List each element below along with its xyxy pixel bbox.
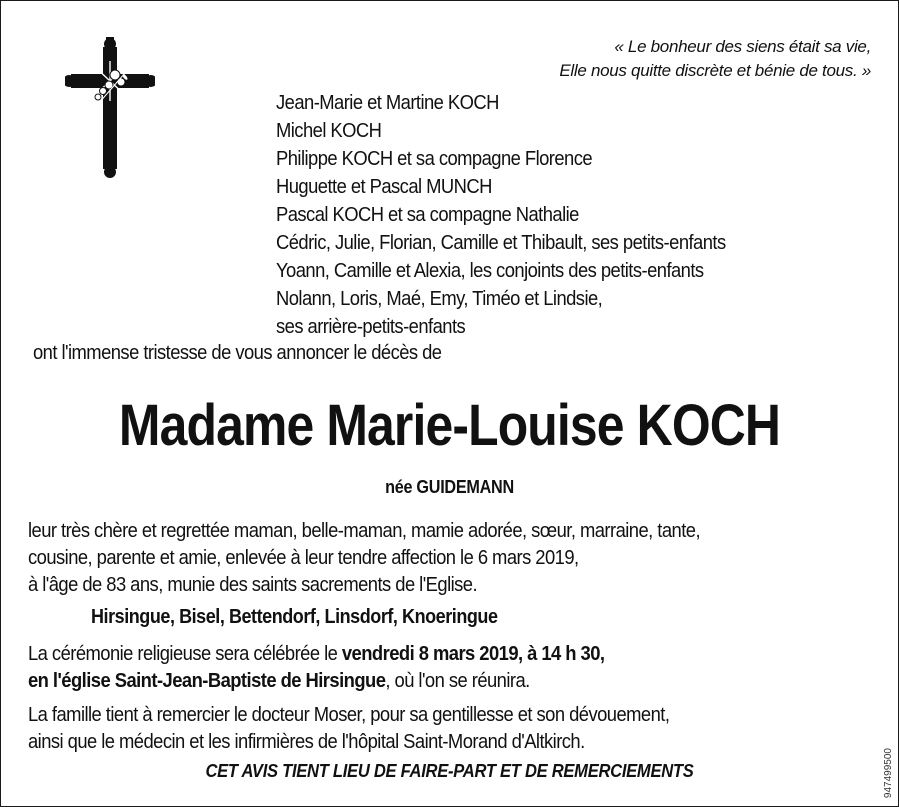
quote-line: Elle nous quitte discrète et bénie de tous. »: [559, 61, 871, 80]
family-line: Yoann, Camille et Alexia, les conjoints des petits-enfants: [276, 260, 704, 282]
thanks-line: La famille tient à remercier le docteur Moser, pour sa gentillesse et son dévouement,: [28, 704, 670, 726]
cross-icon: [65, 37, 155, 184]
deceased-name: Madame Marie-Louise KOCH: [118, 393, 781, 458]
family-line: Jean-Marie et Martine KOCH: [276, 92, 499, 114]
ceremony-location: en l'église Saint-Jean-Baptiste de Hirsingue: [28, 670, 386, 692]
description-line: à l'âge de 83 ans, munie des saints sacrements de l'Eglise.: [28, 574, 478, 596]
thanks-text: [28, 702, 669, 756]
places-list: Hirsingue, Bisel, Bettendorf, Linsdorf, Knoeringue: [91, 606, 498, 628]
description-text: [28, 518, 700, 599]
description-line: leur très chère et regrettée maman, belle-maman, mamie adorée, sœur, marraine, tante,: [28, 520, 701, 542]
epigraph-quote: [559, 35, 871, 83]
family-line: Philippe KOCH et sa compagne Florence: [276, 148, 593, 170]
family-list: [276, 89, 726, 341]
ceremony-date-time: vendredi 8 mars 2019, à 14 h 30,: [341, 643, 605, 665]
announcement-text: ont l'immense tristesse de vous annoncer le décès de: [33, 342, 442, 364]
ceremony-details: [28, 641, 604, 695]
thanks-line: ainsi que le médecin et les infirmières de l'hôpital Saint-Morand d'Altkirch.: [28, 731, 585, 753]
family-line: ses arrière-petits-enfants: [276, 316, 466, 338]
family-line: Huguette et Pascal MUNCH: [276, 176, 492, 198]
description-line: cousine, parente et amie, enlevée à leur tendre affection le 6 mars 2019,: [28, 547, 579, 569]
reference-number: 947499500: [883, 747, 894, 798]
ceremony-intro: La cérémonie religieuse sera célébrée le: [28, 643, 342, 665]
ceremony-outro: , où l'on se réunira.: [385, 670, 530, 692]
quote-line: « Le bonheur des siens était sa vie,: [614, 37, 871, 56]
family-line: Michel KOCH: [276, 120, 382, 142]
family-line: Cédric, Julie, Florian, Camille et Thibault, ses petits-enfants: [276, 232, 726, 254]
family-line: Pascal KOCH et sa compagne Nathalie: [276, 204, 579, 226]
family-line: Nolann, Loris, Maé, Emy, Timéo et Lindsie,: [276, 288, 603, 310]
maiden-name: née GUIDEMANN: [385, 477, 514, 497]
footer-notice: CET AVIS TIENT LIEU DE FAIRE-PART ET DE REMERCIEMENTS: [205, 761, 694, 781]
